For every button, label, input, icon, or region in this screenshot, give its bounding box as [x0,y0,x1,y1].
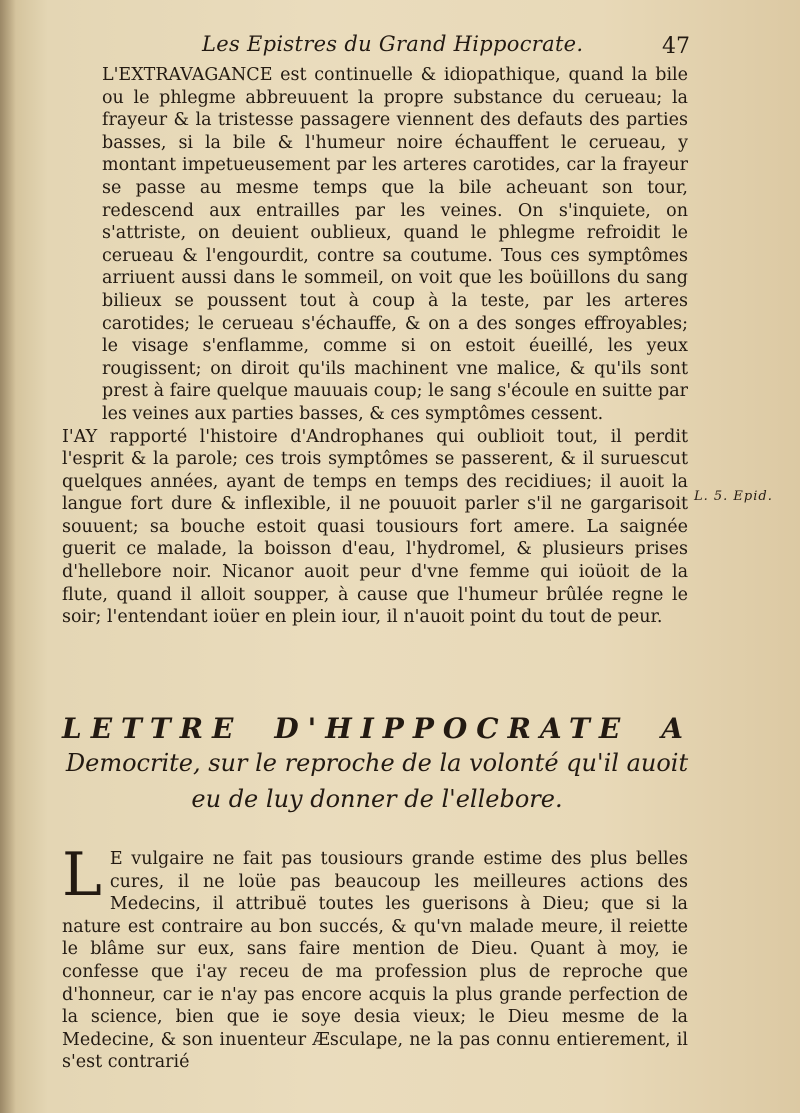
paragraph-extravagance: L'EXTRAVAGANCE est continuelle & idiopathique, quand la bile ou le phlegme abbreuuent la propre substance du cerueau; la frayeur & la tristesse passagere viennent des defauts des parties basses, si la bile & l'humeur noire échauffent le cerueau, y montant impetueusement par les arteres carotides, car la frayeur se passe au mesme temps que la bile acheuant son tour, redescend aux entrailles par les veines. On s'inquiete, on s'attriste, on deuient oublieux, quand le phlegme refroidit le cerueau & l'engourdit, contre sa coutume. Tous ces symptômes arriuent aussi dans le sommeil, on voit que les boüillons du sang bilieux se poussent tout à coup à la teste, par les arteres carotides; le cerueau s'échauffe, & on a des songes effroyables; le visage s'enflamme, comme si on estoit éueillé, les yeux rougissent; on diroit qu'ils machinent vne malice, & qu'ils sont prest à faire quelque mauuais coup; le sang s'écoule en suitte par les veines aux parties basses, & ces symptômes cessent. [102,65,688,424]
page-header [60,30,690,66]
paragraph-androphanes: I'AY rapporté l'histoire d'Androphanes qui oublioit tout, il perdit l'esprit & la parole; ces trois symptômes se passerent, & il suruescut quelques années, ayant de temps en temps des recidiues; il auoit la langue fort dure & inflexible, il ne pouuoit parler s'il ne gargarisoit souuent; sa bouche estoit quasi tousiours fort amere. La saignée guerit ce malade, la boisson d'eau, l'hydromel, & plusieurs prises d'hellebore noir. Nicanor auoit peur d'vne femme qui ioüoit de la flute, quand il alloit soupper, à cause que l'humeur brûlée regne le soir; l'entendant ioüer en plein iour, il n'auoit point du tout de peur. [62,426,688,628]
letter-heading [62,712,692,817]
text-block-1 [62,64,688,629]
margin-note: L. 5. Epid. [694,489,773,504]
letter-heading-line2: Democrite, sur le reproche de la volonté qu'il auoit [65,749,689,777]
letter-heading-line1: LETTRE D'HIPPOCRATE A [62,712,692,745]
paragraph-letter [62,840,688,1074]
page-number: 47 [662,34,690,59]
letter-body-text: E vulgaire ne fait pas tousiours grande estime des plus belles cures, il ne loüe pas beaucoup les meilleures actions des Medecins, il attribuë toutes les guerisons à Dieu; que si la nature est contraire au bon succés, & qu'vn malade meure, il reiette le blâme sur eux, sans faire mention de Dieu. Quant à moy, ie confesse que i'ay receu de ma profession plus de reproche que d'honneur, car ie n'ay pas encore acquis la plus grande perfection de la science, bien que ie soye desia vieux; le Dieu mesme de la Medecine, & son inuenteur Æsculape, ne la pas connu entierement, il s'est contrarié [62,849,688,1073]
text-block-2 [62,840,688,1074]
spine-shadow [0,0,16,1113]
running-title: Les Epistres du Grand Hippocrate. [202,32,584,56]
letter-heading-line3: eu de luy donner de l'ellebore. [191,785,563,813]
drop-cap: L [62,840,102,910]
